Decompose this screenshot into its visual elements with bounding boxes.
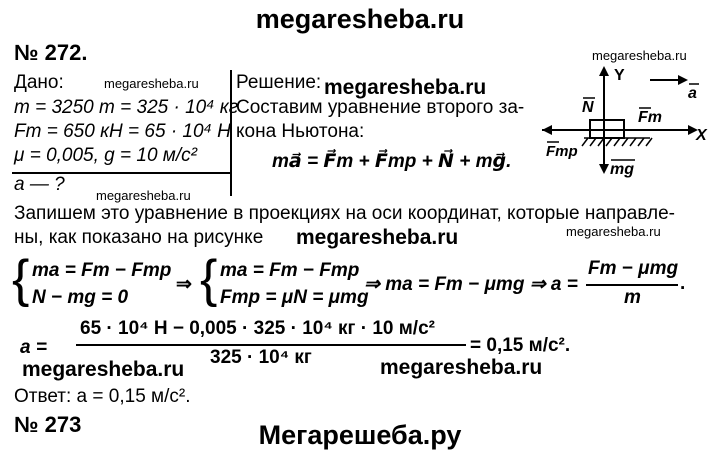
calc-lhs: a = [20,337,47,358]
given-friction-coef: μ = 0,005, g = 10 м/с² [14,145,197,166]
find-value: a — ? [14,174,65,195]
header-site-name: megaresheba.ru [255,4,465,34]
fraction1-bar [586,284,678,286]
normal-label: N [582,99,594,116]
given-vertical-divider [230,70,232,196]
watermark-bottom-left: megaresheba.ru [22,358,185,381]
calc-numerator: 65 · 10⁴ Н − 0,005 · 325 · 10⁴ кг · 10 м/с² [80,318,435,339]
answer: Ответ: a = 0,15 м/с². [14,386,191,407]
x-axis-label: X [696,127,707,144]
given-mass: m = 3250 т = 325 · 10⁴ кг [14,97,239,118]
fraction1-numerator: Fт − μmg [588,258,679,279]
y-axis-label: Y [614,67,625,84]
calc-result: = 0,15 м/с². [470,335,571,356]
chain-equation: ⇒ ma = Fт − μmg ⇒ a = [364,274,578,295]
friction-arrowhead [542,125,552,135]
solution-line-2: кона Ньютона: [236,121,365,142]
implies-arrow-1: ⇒ [176,274,192,295]
calc-denominator: 325 · 10⁴ кг [210,347,312,368]
accel-label: a [688,85,697,102]
watermark-center: megaresheba.ru [296,226,459,249]
traction-label: Fт [638,109,662,126]
next-problem-cut: № 273 [14,412,82,437]
watermark-solution: megaresheba.ru [324,76,487,99]
projection-line-1: Запишем это уравнение в проекциях на оси координат, которые направле- [14,203,675,224]
fraction1-denominator: m [624,287,641,308]
friction-label: Fтр [546,143,578,160]
system2-eq2: Fтр = μN = μmg [220,287,369,308]
system1-eq1: ma = Fт − Fтр [32,260,172,281]
watermark-right-mid: megaresheba.ru [566,224,661,239]
projection-line-2: ны, как показано на рисунке [14,227,264,248]
calc-fraction-bar [76,344,466,346]
system2-eq1: ma = Fт − Fтр [220,260,360,281]
newton-equation: ma⃗ = F⃗т + F⃗тр + N⃗ + mg⃗. [272,151,512,172]
fraction1-end: . [680,273,686,294]
watermark-given: megaresheba.ru [104,76,199,91]
solution-title: Решение: [236,72,322,93]
given-traction: Fт = 650 кН = 65 · 10⁴ Н [14,121,231,142]
accel-arrowhead [678,75,688,85]
force-diagram [538,62,710,180]
given-title: Дано: [14,72,64,93]
brace-system-2: { [200,250,218,308]
gravity-label: mg [610,161,634,178]
solution-line-1: Составим уравнение второго за- [236,97,525,118]
watermark-eq-bar: megaresheba.ru [96,188,191,203]
brace-system-1: { [12,250,30,308]
y-axis-arrowhead [599,66,609,76]
watermark-diagram: megaresheba.ru [592,48,687,63]
ground-hatch [582,138,652,146]
problem-number: № 272. [14,40,88,65]
watermark-bottom-mid: megaresheba.ru [380,356,543,379]
gravity-arrowhead [599,164,609,174]
footer-site-name: Мегарешеба.ру [258,420,462,450]
system1-eq2: N − mg = 0 [32,287,129,308]
